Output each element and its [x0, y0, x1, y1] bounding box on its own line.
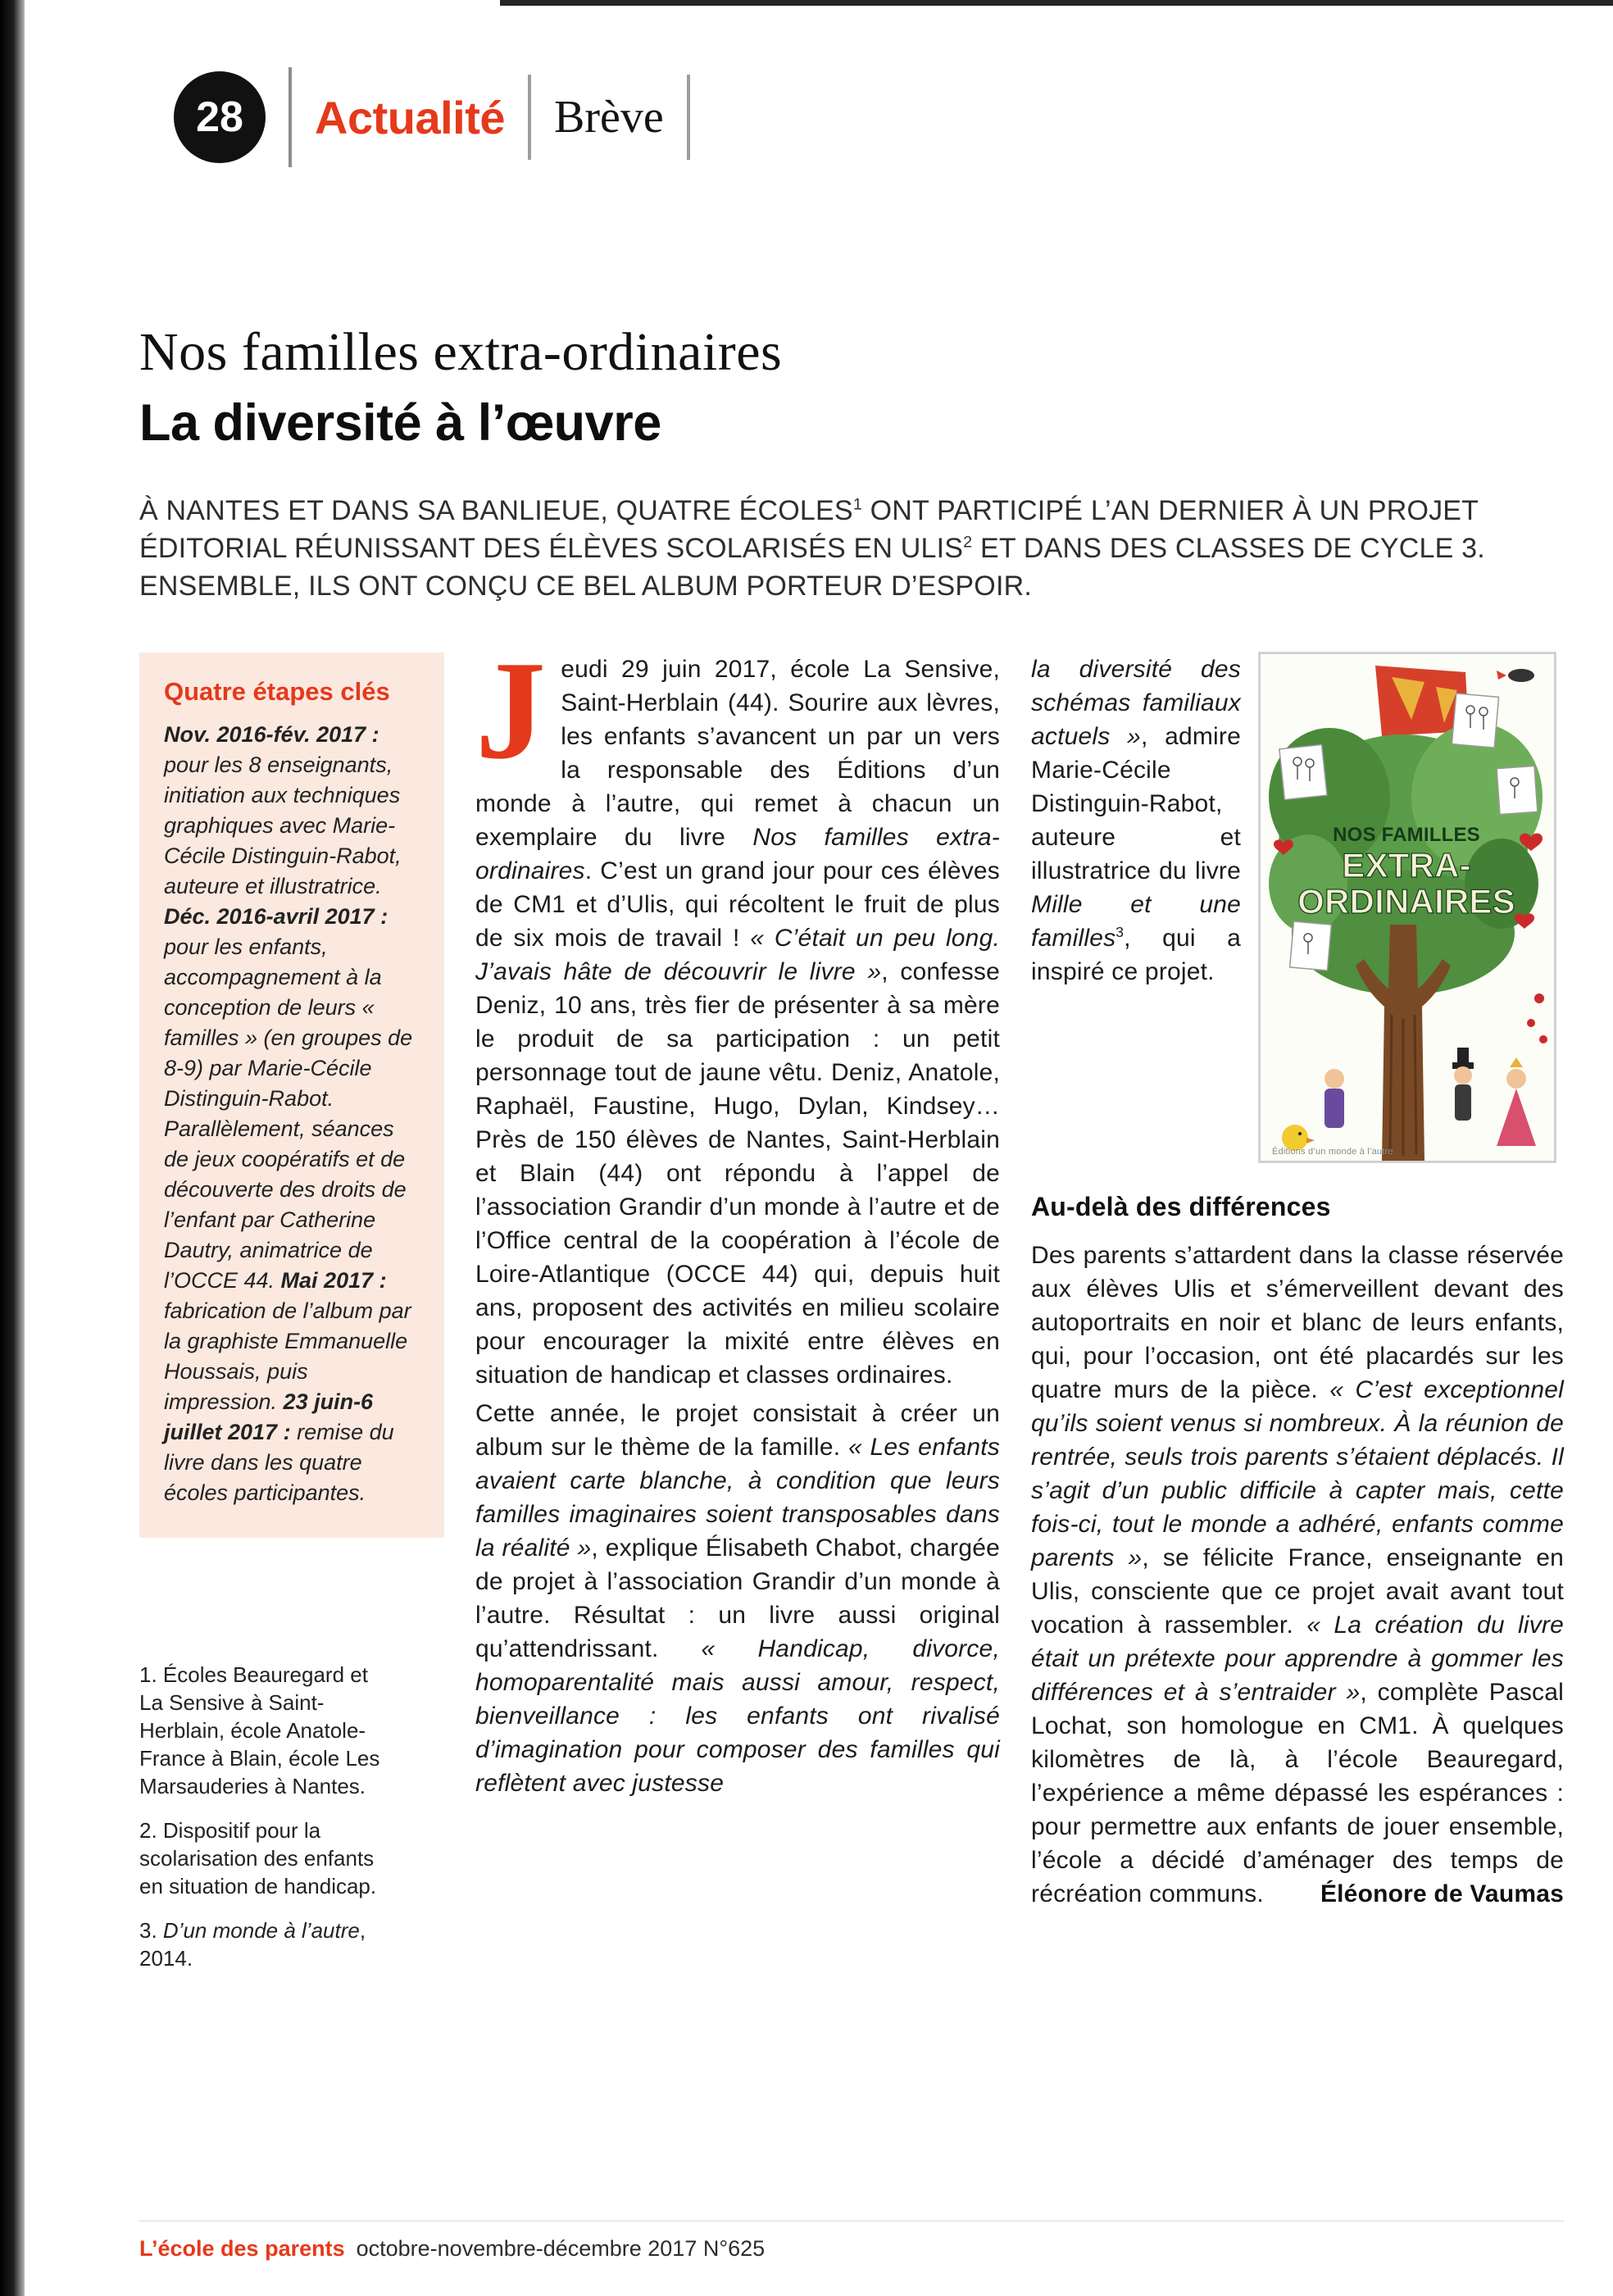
- rubric-label: Brève: [554, 92, 664, 143]
- page-footer: [139, 2221, 1564, 2296]
- book-cover-illustration: [1259, 652, 1556, 1162]
- section-label: Actualité: [315, 91, 505, 143]
- footnote-1: 1. Écoles Beauregard et La Sensive à Saint-Herblain, école Anatole-France à Blain, école Les Marsauderies à Nantes.: [139, 1662, 380, 1798]
- cover-title-line2: EXTRA-: [1342, 846, 1471, 884]
- magazine-name: L’école des parents: [139, 2236, 345, 2261]
- article-paragraph-1: eudi 29 juin 2017, école La Sensive, Saint-Herblain (44). Sourire aux lèvres, les enfants s’avancent un par un vers la responsable des Éditions d’un monde à l’autre, qui remet à chacun un exemplaire du livre Nos familles extra-ordinaires. C’est un grand jour pour ces élèves de CM1 et d’Ulis, qui récoltent le fruit de plus de six mois de travail ! « C’était un peu long. J’avais hâte de découvrir le livre », confesse Deniz, 10 ans, très fier de présenter à sa mère le produit de sa participation : un petit personnage tout de jaune vêtu. Deniz, Anatole, Raphaël, Faustine, Hugo, Dylan, Kindsey… Près de 150 élèves de Nantes, Saint-Herblain et Blain (44) ont répondu à l’appel de l’association Grandir d’un monde à l’autre et de l’Office central de la coopération à l’école de Loire-Atlantique (OCCE 44) qui, depuis huit ans, proposent des activités en milieu scolaire pour encourager la mixité entre élèves en situation de handicap et classes ordinaires.: [475, 656, 1000, 1389]
- header-divider: [528, 75, 531, 160]
- page-number: 28: [196, 93, 243, 141]
- page-header: [174, 67, 1613, 167]
- article-paragraph-continued: la diversité des schémas familiaux actuels », admire Marie-Cécile Distinguin-Rabot, auteure et illustratrice du livre Mille et une familles$^3$, qui a inspiré ce projet.: [1031, 656, 1241, 985]
- article-title: La diversité à l’œuvre: [139, 394, 661, 452]
- cover-row: [1031, 652, 1564, 1162]
- header-divider: [687, 75, 690, 160]
- article-paragraph-3: Des parents s’attardent dans la classe réservée aux élèves Ulis et s’émerveillent devant des autoportraits en noir et blanc de leurs enfants, qui, pour l’occasion, ont été placardés sur les quatre murs de la pièce. « C’est exceptionnel qu’ils soient venus si nombreux. À la réunion de rentrée, seuls trois parents s’étaient déplacés. Il s’agit d’un public difficile à capter mais, cette fois-ci, tout le monde a adhéré, enfants comme parents », se félicite France, enseignante en Ulis, consciente que ce projet avait avant tout vocation à rassembler. « La création du livre était un prétexte pour apprendre à gommer les différences et à s’entraider », complète Pascal Lochat, son homologue en CM1. À quelques kilomètres de là, à l’école Beauregard, l’expérience a même dépassé les espérances : pour permettre aux enfants de jouer ensemble, l’école a décidé d’aménager des temps de récréation communs.: [1031, 1242, 1564, 1907]
- page-number-badge: [174, 71, 266, 163]
- book-cover: [1259, 652, 1556, 1162]
- scan-edge-left: [0, 0, 25, 2296]
- standfirst: À NANTES ET DANS SA BANLIEUE, QUATRE ÉCOLES$^1$ ONT PARTICIPÉ L’AN DERNIER À UN PROJET ÉDITORIAL RÉUNISSANT DES ÉLÈVES SCOLARISÉS EN ULIS$^2$ ET DANS DES CLASSES DE CYCLE 3. ENSEMBLE, ILS ONT CONÇU CE BEL ALBUM PORTEUR D’ESPOIR.: [139, 495, 1485, 602]
- article-kicker: Nos familles extra-ordinaires: [139, 322, 783, 382]
- article-column-1: [475, 633, 1000, 1989]
- footnote-3: 3. D’un monde à l’autre, 2014.: [139, 1918, 366, 1971]
- article-columns: [139, 633, 1564, 1989]
- byline: Éléonore de Vaumas: [1320, 1880, 1564, 1907]
- key-steps-text: Nov. 2016-fév. 2017 : pour les 8 enseignants, initiation aux techniques graphiques avec Marie-Cécile Distinguin-Rabot, auteure et illustratrice. Déc. 2016-avril 2017 : pour les enfants, accompagnement à la conception de leurs « familles » (en groupes de 8-9) par Marie-Cécile Distinguin-Rabot. Parallèlement, séances de jeux coopératifs et de découverte des droits de l’enfant par Catherine Dautry, animatrice de l’OCCE 44. Mai 2017 : fabrication de l’album par la graphiste Emmanuelle Houssais, puis impression. 23 juin-6 juillet 2017 : remise du livre dans les quatre écoles participantes.: [164, 722, 413, 1505]
- left-column: [139, 652, 444, 1989]
- footnote-2: 2. Dispositif pour la scolarisation des enfants en situation de handicap.: [139, 1818, 377, 1898]
- issue-info: octobre-novembre-décembre 2017 N°625: [356, 2236, 766, 2261]
- key-steps-title: Quatre étapes clés: [164, 677, 390, 706]
- subhead: Au-delà des différences: [1031, 1192, 1331, 1221]
- article-column-2: [1031, 652, 1564, 1989]
- header-divider: [289, 67, 292, 167]
- footnotes: [139, 1661, 444, 1972]
- cover-publisher: Éditions d’un monde à l’autre: [1272, 1147, 1393, 1157]
- article-paragraph-2: Cette année, le projet consistait à créer un album sur le thème de la famille. « Les enfants avaient carte blanche, à condition que leurs familles imaginaires soient transposables dans la réalité », explique Élisabeth Chabot, chargée de projet à l’association Grandir d’un monde à l’autre. Résultat : un livre aussi original qu’attendrissant. « Handicap, divorce, homoparentalité mais aussi amour, respect, bienveillance : les enfants ont rivalisé d’imagination pour composer des familles qui reflètent avec justesse: [475, 1400, 1000, 1797]
- cover-title-line3: ORDINAIRES: [1297, 882, 1515, 921]
- scan-edge-top: [500, 0, 1613, 6]
- drop-cap: J: [475, 633, 547, 789]
- page-content: [0, 167, 1613, 2221]
- cover-title-line1: NOS FAMILLES: [1333, 824, 1480, 846]
- key-steps-box: [139, 652, 444, 1538]
